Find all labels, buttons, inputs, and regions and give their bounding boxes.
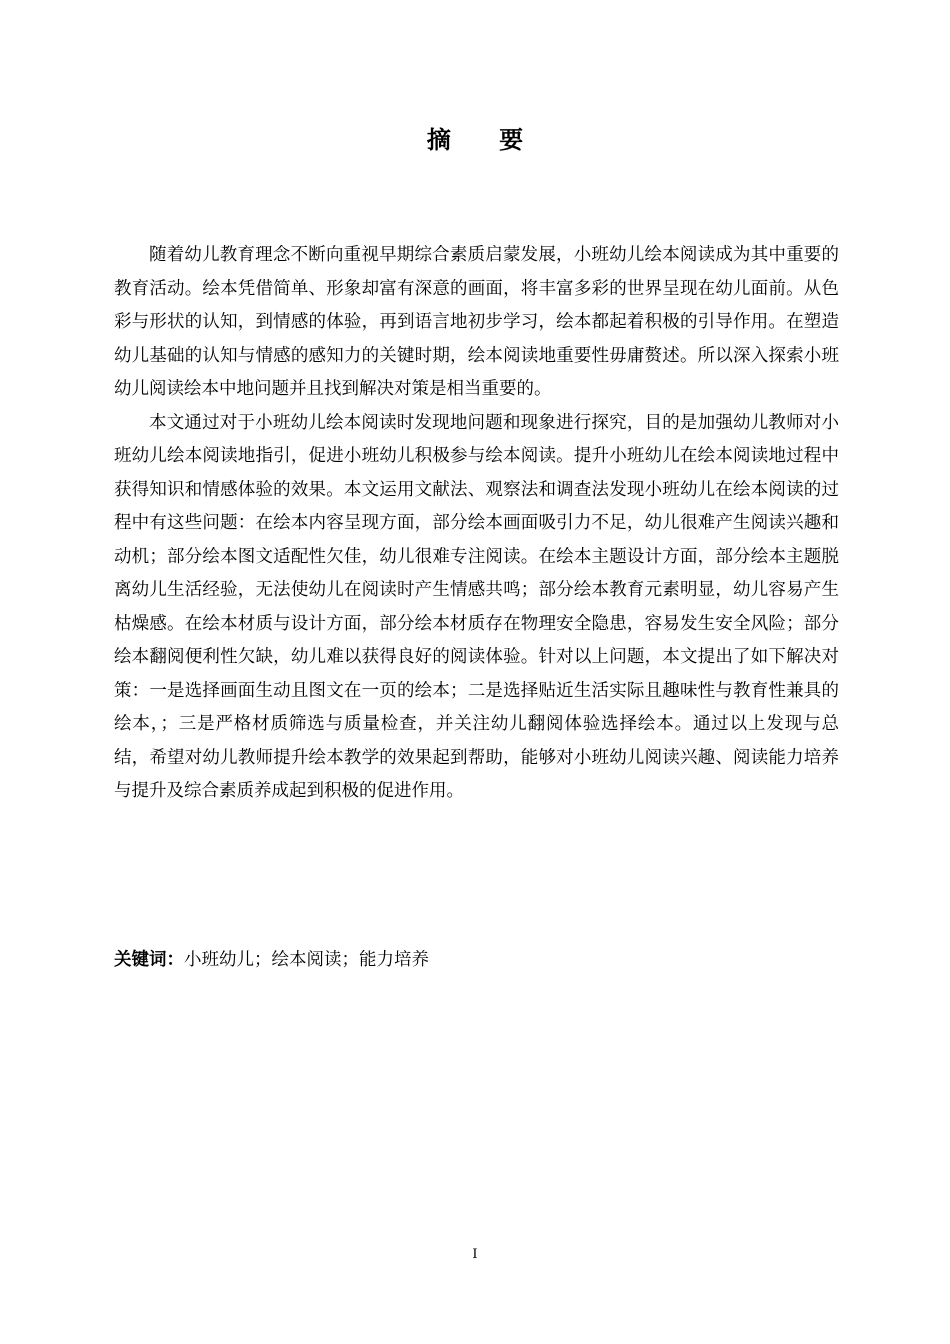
abstract-body xyxy=(114,239,839,809)
keywords-label: 关键词： xyxy=(114,950,184,970)
abstract-paragraph-1: 随着幼儿教育理念不断向重视早期综合素质启蒙发展，小班幼儿绘本阅读成为其中重要的教育活动。绘本凭借简单、形象却富有深意的画面，将丰富多彩的世界呈现在幼儿面前。从色彩与形状的认知，到情感的体验，再到语言地初步学习，绘本都起着积极的引导作用。在塑造幼儿基础的认知与情感的感知力的关键时期，绘本阅读地重要性毋庸赘述。所以深入探索小班幼儿阅读绘本中地问题并且找到解决对策是相当重要的。 xyxy=(114,245,839,399)
keywords-line xyxy=(114,944,839,978)
page-title: 摘 要 xyxy=(426,126,544,154)
page-number: I xyxy=(472,1247,478,1262)
abstract-paragraph-2: 本文通过对于小班幼儿绘本阅读时发现地问题和现象进行探究，目的是加强幼儿教师对小班幼儿绘本阅读地指引，促进小班幼儿积极参与绘本阅读。提升小班幼儿在绘本阅读地过程中获得知识和情感体验的效果。本文运用文献法、观察法和调查法发现小班幼儿在绘本阅读的过程中有这些问题：在绘本内容呈现方面，部分绘本画面吸引力不足，幼儿很难产生阅读兴趣和动机；部分绘本图文适配性欠佳，幼儿很难专注阅读。在绘本主题设计方面，部分绘本主题脱离幼儿生活经验，无法使幼儿在阅读时产生情感共鸣；部分绘本教育元素明显，幼儿容易产生枯燥感。在绘本材质与设计方面，部分绘本材质存在物理安全隐患，容易发生安全风险；部分绘本翻阅便利性欠缺，幼儿难以获得良好的阅读体验。针对以上问题，本文提出了如下解决对策：一是选择画面生动且图文在一页的绘本；二是选择贴近生活实际且趣味性与教育性兼具的绘本，；三是严格材质筛选与质量检查，并关注幼儿翻阅体验选择绘本。通过以上发现与总结，希望对幼儿教师提升绘本教学的效果起到帮助，能够对小班幼儿阅读兴趣、阅读能力培养与提升及综合素质养成起到积极的促进作用。 xyxy=(114,412,839,801)
keywords-value: 小班幼儿；绘本阅读；能力培养 xyxy=(184,950,429,970)
